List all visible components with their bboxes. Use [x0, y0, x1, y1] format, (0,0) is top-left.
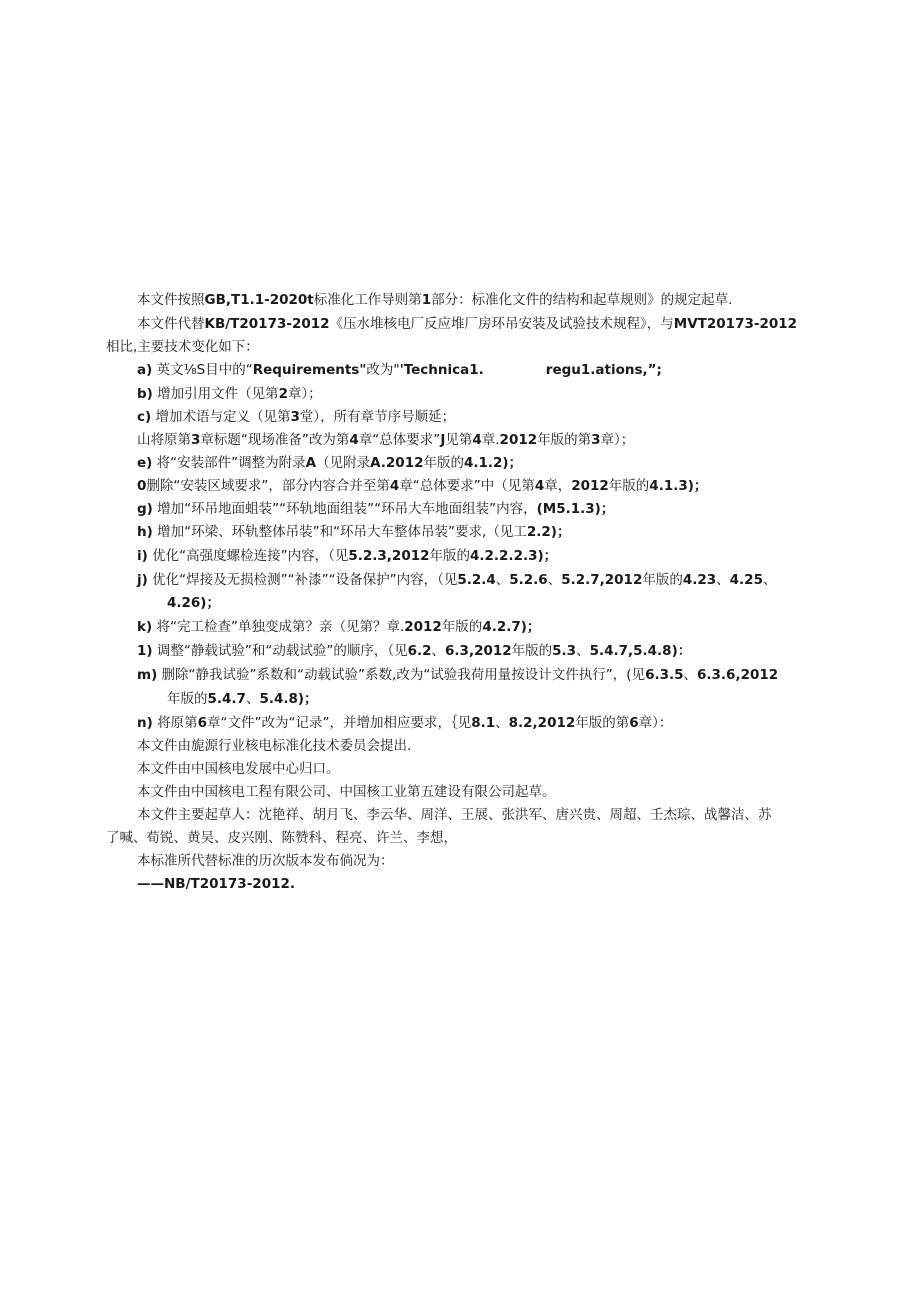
text: 5.2.4 — [457, 572, 496, 588]
paragraph-drafters-cont — [106, 827, 457, 849]
change-item-a — [137, 359, 662, 381]
text: 、 — [683, 667, 698, 683]
text: 年版的 — [511, 643, 553, 659]
item-marker: m) — [137, 667, 158, 683]
text: 、 — [576, 643, 590, 659]
text: 将“安装部件”调整为附录 — [156, 455, 306, 471]
change-item-k — [137, 616, 540, 638]
text: 4.23 — [682, 572, 717, 588]
text: 将“完工检查”单独变成第？亲（见第？章. — [156, 619, 405, 635]
text: 增加引用文件（见第 — [157, 386, 279, 402]
text: 本标准所代替标准的历次版本发布倘况为： — [137, 853, 394, 869]
text: A.2012 — [370, 455, 424, 471]
change-item-j — [137, 569, 776, 591]
text: 5.3 — [552, 643, 577, 659]
text: 'Technica1. — [399, 362, 484, 378]
text: 6 — [197, 715, 207, 731]
text: 2012 — [404, 619, 442, 635]
text: 4.2.2.2.3)； — [470, 548, 558, 564]
text: 将原第 — [157, 715, 198, 731]
text: 4 — [389, 478, 400, 494]
text: 章“总体要求” — [358, 432, 441, 448]
text: 章. — [481, 432, 500, 448]
item-marker: c) — [137, 409, 152, 425]
item-marker: j) — [137, 572, 148, 588]
text: A — [305, 455, 317, 471]
text: 3 — [290, 409, 300, 425]
change-item-n — [137, 712, 672, 734]
text: 章“总体要求”中（见第 — [399, 478, 535, 494]
text: 本文件主要起草人：沈艳祥、胡月飞、李云华、周洋、王展、张洪军、唐兴贵、周超、壬杰琮、战馨洁、苏 — [137, 807, 772, 823]
text: 年版的 — [642, 572, 683, 588]
paragraph-replacement — [137, 313, 797, 335]
text: 标准化工作导则第 — [313, 292, 422, 308]
text: 章）； — [288, 386, 322, 402]
text: 本文件由中国核电工程有限公司、中国核工业第五建设有限公司起草。 — [137, 784, 556, 800]
text: 部分：标准化文件的结构和起草规则》的规定起草. — [431, 292, 733, 308]
change-item-l — [137, 640, 691, 662]
text: MVT20173-2012 — [673, 316, 798, 332]
text: 6.3.6,2012 — [697, 667, 779, 683]
text: 章标题“现场准备”改为第 — [200, 432, 350, 448]
text: 年版的第 — [575, 715, 630, 731]
text: 英文⅛S目中的“ — [156, 362, 253, 378]
text: 堂），所有章节序号顺延； — [299, 409, 456, 425]
text: 4.1.3)； — [649, 478, 708, 494]
paragraph-drafting-basis — [137, 289, 732, 311]
text: 2 — [278, 386, 289, 402]
text: 6.3,2012 — [445, 643, 512, 659]
text: 5.4.7 — [207, 691, 246, 707]
text: 年版的 — [423, 455, 464, 471]
change-item-g — [137, 498, 614, 520]
text: 年版的 — [429, 548, 470, 564]
text: 4.1.2)； — [463, 455, 523, 471]
text: 本文件按照 — [137, 292, 205, 308]
text: 、 — [431, 643, 446, 659]
text: 4 — [534, 478, 545, 494]
item-marker: h) — [137, 524, 153, 540]
item-marker: k) — [137, 619, 153, 635]
text: 、 — [495, 572, 510, 588]
item-marker: g) — [137, 501, 153, 517]
item-marker: 0 — [137, 478, 147, 494]
item-marker: e) — [137, 455, 153, 471]
text: 《压水堆核电厂反应堆厂房环吊安装及试验技术规程》，与 — [329, 316, 674, 332]
text: 改为" — [366, 362, 400, 378]
text: 年版的 — [608, 478, 650, 494]
text: 2012 — [571, 478, 609, 494]
text: 增加术语与定义（见第 — [155, 409, 291, 425]
text: 章“文件”改为“记录”，并增加相应要求，｛见 — [206, 715, 472, 731]
text: 删除“静我试验”系数和“动载试验”系数,改为“试验我荷用量按设计文件执行”，(见 — [161, 667, 646, 683]
text: 章）： — [638, 715, 673, 731]
text: 年版的第 — [537, 432, 592, 448]
text: 4 — [472, 432, 482, 448]
text: 山将原第 — [137, 432, 191, 448]
history-item — [137, 873, 295, 895]
paragraph-proposed-by — [137, 735, 411, 757]
text: 见第 — [445, 432, 473, 448]
text: regu1.ations,”; — [545, 362, 662, 378]
text: 、 — [762, 572, 777, 588]
paragraph-drafting-orgs — [137, 781, 556, 803]
text: 3 — [591, 432, 601, 448]
text: 4.2.7)； — [482, 619, 541, 635]
text: 本文件由旎源行业核电标准化技术委员会提出. — [137, 738, 412, 754]
text: 删除“安装区域要求”，部分内容合并至第 — [146, 478, 390, 494]
text: 8.2,2012 — [508, 715, 576, 731]
item-marker: 1) — [137, 643, 153, 659]
text: 优化“高强度螺检连接”内容，（见 — [152, 548, 349, 564]
text: 6.2 — [407, 643, 432, 659]
text: Requirements" — [252, 362, 367, 378]
text: 本文件代替 — [137, 316, 205, 332]
text: 2.2)； — [526, 524, 571, 540]
text: 5.4.7,5.4.8)： — [589, 643, 692, 659]
text: 5.4.8)； — [259, 691, 318, 707]
text: 优化“焊接及无损检测”“补漆”“设备保护”内容，（见 — [152, 572, 458, 588]
text: 3 — [191, 432, 201, 448]
text: 5.2.3,2012 — [348, 548, 430, 564]
paragraph-replacement-cont — [106, 336, 259, 358]
text: 章）； — [600, 432, 635, 448]
change-item-f — [137, 475, 707, 497]
text: 、 — [245, 691, 260, 707]
change-item-d — [137, 429, 634, 451]
text: 6 — [629, 715, 639, 731]
text: 4.25 — [729, 572, 763, 588]
text: 、 — [547, 572, 562, 588]
change-item-b — [137, 383, 322, 405]
item-marker: n) — [137, 715, 153, 731]
text: 年版的 — [167, 691, 208, 707]
text: 5.2.6 — [509, 572, 548, 588]
item-marker: i) — [137, 548, 148, 564]
change-item-c — [137, 406, 455, 428]
text: 2012 — [499, 432, 538, 448]
change-item-m-cont — [167, 688, 318, 710]
text: 章， — [544, 478, 572, 494]
paragraph-centralized-by — [137, 758, 340, 780]
text: 本文件由中国核电发展中心归口。 — [137, 761, 340, 777]
paragraph-history — [137, 850, 394, 872]
item-marker: a) — [137, 362, 153, 378]
change-item-h — [137, 521, 570, 543]
item-marker: b) — [137, 386, 153, 402]
text: 增加“环吊地面蛆装”“环轨地面组装”“环吊大车地面组装”内容， — [157, 501, 537, 517]
change-item-m — [137, 664, 778, 686]
text: 8.1 — [471, 715, 496, 731]
text: 6.3.5 — [645, 667, 684, 683]
text: 4 — [349, 432, 359, 448]
change-item-j-cont — [167, 592, 220, 614]
text: 、 — [716, 572, 730, 588]
text: 1 — [421, 292, 432, 308]
text: (M5.1.3)； — [536, 501, 615, 517]
text: 4.26)； — [167, 595, 220, 611]
text: KB/T20173-2012 — [204, 316, 330, 332]
text: 相比,主要技术变化如下： — [106, 339, 259, 355]
text: 5.2.7,2012 — [561, 572, 643, 588]
text: GB,T1.1-2020t — [204, 292, 314, 308]
text: 年版的 — [441, 619, 483, 635]
change-item-i — [137, 545, 557, 567]
text: 增加“环梁、环轨整体吊装”和“环吊大车整体吊装”要求,（见工 — [157, 524, 527, 540]
text: ——NB/T20173-2012. — [137, 876, 295, 892]
text: 了喊、荀锐、黄吴、皮兴刚、陈赞科、程亮、许兰、李想， — [106, 830, 457, 846]
change-item-e — [137, 452, 522, 474]
text: （见附录 — [316, 455, 371, 471]
paragraph-drafters — [137, 804, 772, 826]
text: J — [440, 432, 446, 448]
text: 调整“静载试验”和“动载试验”的顺序，（见 — [156, 643, 408, 659]
text: 、 — [495, 715, 509, 731]
